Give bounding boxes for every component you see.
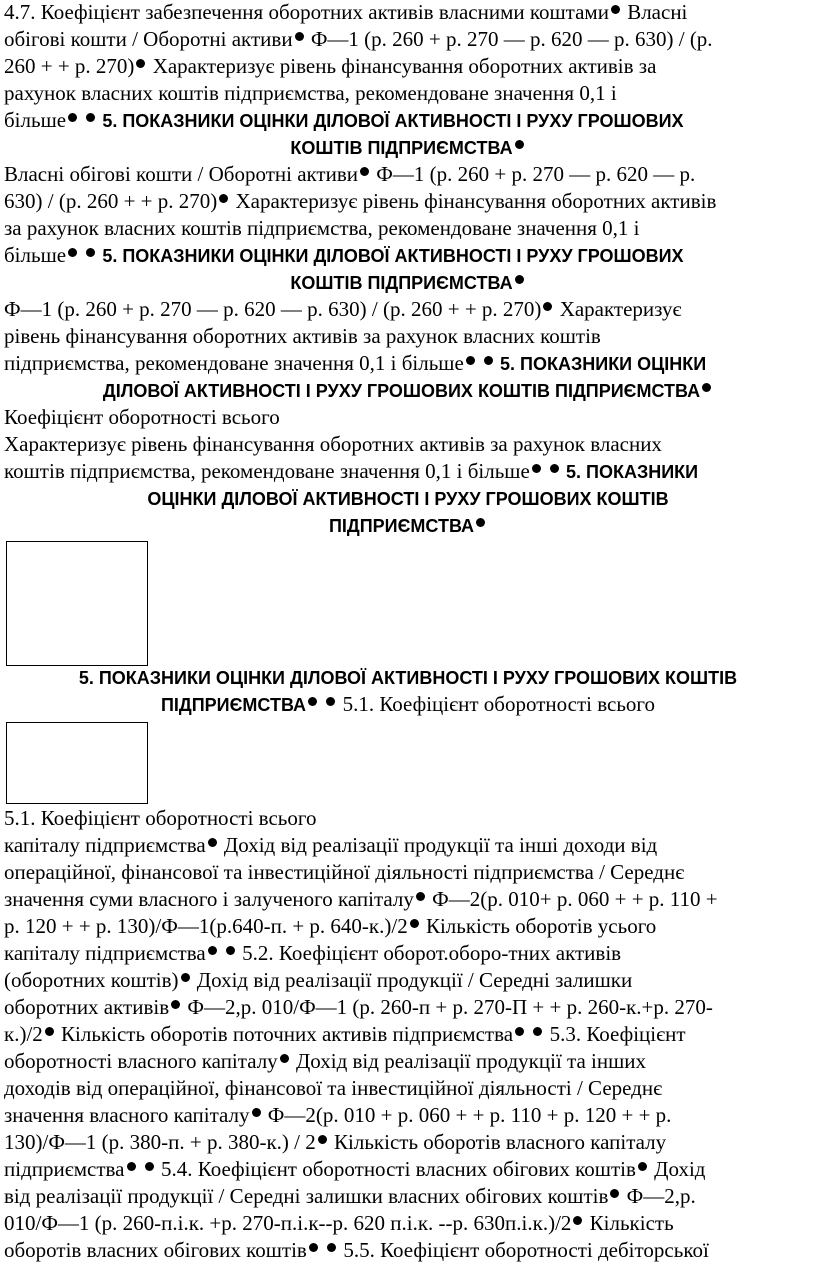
body-text: Ф—1 (р. 260 + р. 270 — р. 620 — р. 630) / (р. 260 + + р. 270)	[4, 297, 542, 321]
bullet-icon	[208, 946, 217, 955]
body-text: Власні обігові кошти / Оборотні активи	[4, 162, 359, 186]
bullet-icon	[476, 518, 485, 527]
body-text	[319, 692, 324, 716]
text-line	[4, 484, 812, 512]
body-text: Характеризує рівень фінансування оборотних активів	[230, 189, 717, 213]
body-text: оборотних активів	[4, 995, 170, 1019]
bullet-icon	[484, 356, 493, 365]
body-text: більше	[4, 243, 67, 267]
bullet-icon	[208, 838, 217, 847]
body-text: Дохід	[648, 1157, 706, 1181]
body-text: більше	[4, 108, 67, 132]
text-line	[4, 885, 812, 913]
body-text: Характеризує	[554, 297, 682, 321]
body-text: Власні	[621, 0, 688, 24]
text-line	[4, 1209, 812, 1237]
body-text: 5.5. Коефіцієнт оборотності дебіторської	[338, 1238, 709, 1262]
bullet-icon	[360, 167, 369, 176]
section-heading-text: 5. ПОКАЗНИКИ	[561, 462, 699, 482]
text-line	[4, 349, 812, 377]
bullet-icon	[638, 1162, 647, 1171]
body-text: Кількість оборотів власного капіталу	[328, 1130, 667, 1154]
text-line	[4, 1020, 812, 1048]
text-line	[4, 511, 812, 539]
text-line	[4, 1155, 812, 1183]
bullet-icon	[86, 248, 95, 257]
text-line	[4, 133, 812, 161]
body-text: Дохід від реалізації продукції та інші доходи від	[218, 833, 658, 857]
bullet-icon	[326, 697, 335, 706]
bullet-icon	[543, 302, 552, 311]
body-text: (оборотних коштів)	[4, 968, 179, 992]
bullet-icon	[219, 194, 228, 203]
bullet-icon	[318, 1135, 327, 1144]
text-line	[4, 187, 812, 215]
bullet-icon	[702, 383, 711, 392]
body-text	[477, 351, 482, 375]
bullet-icon	[611, 5, 620, 14]
section-heading-text: 5. ПОКАЗНИКИ ОЦІНКИ	[495, 354, 707, 374]
bullet-icon	[533, 1027, 542, 1036]
body-text: 260 + + р. 270)	[4, 54, 135, 78]
body-text: 5.1. Коефіцієнт оборотності всього	[4, 806, 317, 830]
text-line	[4, 1074, 812, 1102]
body-text: Коефіцієнт оборотності всього	[4, 405, 280, 429]
body-text: Дохід від реалізації продукції та інших	[290, 1049, 647, 1073]
bullet-icon	[610, 1189, 619, 1198]
section-heading-text: 5. ПОКАЗНИКИ ОЦІНКИ ДІЛОВОЇ АКТИВНОСТІ І РУХУ ГРОШОВИХ КОШТІВ	[78, 668, 738, 688]
body-text	[526, 1022, 531, 1046]
bullet-icon	[515, 1027, 524, 1036]
text-line	[4, 858, 812, 886]
bullet-icon	[532, 464, 541, 473]
body-text: Характеризує рівень фінансування оборотних активів за рахунок власних	[4, 432, 662, 456]
text-line	[4, 106, 812, 134]
body-text: 4.7. Коефіцієнт забезпечення оборотних активів власними коштами	[4, 0, 609, 24]
body-text: 5.2. Коефіцієнт оборот.оборо-тних активів	[236, 941, 622, 965]
bullet-icon	[295, 32, 304, 41]
section-heading-text: КОШТІВ ПІДПРИЄМСТВА	[290, 273, 513, 293]
body-text: Кількість оборотів усього	[420, 914, 657, 938]
text-line	[4, 160, 812, 188]
text-line	[4, 831, 812, 859]
body-text: Дохід від реалізації продукції / Середні залишки	[191, 968, 633, 992]
bullet-icon	[416, 892, 425, 901]
body-text: операційної, фінансової та інвестиційної діяльності підприємства / Середнє	[4, 860, 685, 884]
bullet-icon	[86, 113, 95, 122]
text-line	[4, 663, 812, 691]
body-text: к.)/2	[4, 1022, 43, 1046]
text-line	[4, 690, 812, 718]
bullet-icon	[68, 248, 77, 257]
body-text: Ф—2,р.	[621, 1184, 696, 1208]
section-heading-text: ОЦІНКИ ДІЛОВОЇ АКТИВНОСТІ І РУХУ ГРОШОВИХ КОШТІВ	[147, 489, 669, 509]
body-text: значення власного капіталу	[4, 1103, 250, 1127]
body-text	[79, 243, 84, 267]
bullet-icon	[252, 1108, 261, 1117]
image-placeholder-2	[6, 722, 148, 804]
bullet-icon	[136, 59, 145, 68]
bullet-icon	[327, 1243, 336, 1252]
text-line	[4, 1236, 812, 1264]
section-heading-text: ДІЛОВОЇ АКТИВНОСТІ І РУХУ ГРОШОВИХ КОШТІВ ПІДПРИЄМСТВА	[102, 381, 701, 401]
text-line	[4, 966, 812, 994]
body-text: 010/Ф—1 (р. 260-п.і.к. +р. 270-п.і.к--р. 620 п.і.к. --р. 630п.і.к.)/2	[4, 1211, 572, 1235]
text-line	[4, 912, 812, 940]
bullet-icon	[308, 697, 317, 706]
bullet-icon	[181, 973, 190, 982]
body-text: капіталу підприємства	[4, 941, 206, 965]
bullet-icon	[145, 1162, 154, 1171]
text-line	[4, 322, 812, 350]
body-text: оборотності власного капіталу	[4, 1049, 278, 1073]
body-text: оборотів власних обігових коштів	[4, 1238, 307, 1262]
bullet-icon	[171, 1000, 180, 1009]
section-heading-text: ПІДПРИЄМСТВА	[328, 516, 475, 536]
text-line	[4, 993, 812, 1021]
body-text: за рахунок власних коштів підприємства, рекомендоване значення 0,1 і	[4, 216, 640, 240]
body-text: підприємства	[4, 1157, 125, 1181]
body-text: 130)/Ф—1 (р. 380-п. + р. 380-к.) / 2	[4, 1130, 316, 1154]
body-text	[543, 459, 548, 483]
body-text: доходів від операційної, фінансової та інвестиційної діяльності / Середнє	[4, 1076, 663, 1100]
body-text: 5.1. Коефіцієнт оборотності всього	[337, 692, 656, 716]
body-text: обігові кошти / Оборотні активи	[4, 27, 293, 51]
body-text	[219, 941, 224, 965]
text-line	[4, 268, 812, 296]
text-line	[4, 1047, 812, 1075]
bullet-icon	[573, 1216, 582, 1225]
body-text: Ф—2(р. 010+ р. 060 + + р. 110 +	[426, 887, 718, 911]
text-line	[4, 376, 812, 404]
text-line	[4, 939, 812, 967]
text-line	[4, 214, 812, 242]
bullet-icon	[68, 113, 77, 122]
bullet-icon	[127, 1162, 136, 1171]
bullet-icon	[515, 275, 524, 284]
text-line	[4, 1182, 812, 1210]
body-text: Ф—2,р. 010/Ф—1 (р. 260-п + р. 270-П + + р. 260-к.+р. 270-	[182, 995, 713, 1019]
body-text	[138, 1157, 143, 1181]
body-text: коштів підприємства, рекомендоване значення 0,1 і більше	[4, 459, 530, 483]
body-text	[79, 108, 84, 132]
bullet-icon	[515, 140, 524, 149]
bullet-icon	[466, 356, 475, 365]
text-line	[4, 804, 812, 832]
bullet-icon	[45, 1027, 54, 1036]
text-line	[4, 403, 812, 431]
body-text: Кількість	[584, 1211, 674, 1235]
body-text: 5.4. Коефіцієнт оборотності власних обігових коштів	[155, 1157, 636, 1181]
text-line	[4, 457, 812, 485]
section-heading-text: КОШТІВ ПІДПРИЄМСТВА	[290, 138, 513, 158]
text-line	[4, 52, 812, 80]
bullet-icon	[280, 1054, 289, 1063]
section-heading-text: 5. ПОКАЗНИКИ ОЦІНКИ ДІЛОВОЇ АКТИВНОСТІ І РУХУ ГРОШОВИХ	[97, 111, 684, 131]
text-line	[4, 0, 812, 26]
section-heading-text: ПІДПРИЄМСТВА	[160, 695, 307, 715]
body-text: Ф—1 (р. 260 + р. 270 — р. 620 — р.	[371, 162, 696, 186]
image-placeholder-1	[6, 541, 148, 666]
text-line	[4, 25, 812, 53]
body-text: значення суми власного і залученого капіталу	[4, 887, 414, 911]
text-line	[4, 430, 812, 458]
text-line	[4, 79, 812, 107]
body-text: підприємства, рекомендоване значення 0,1 і більше	[4, 351, 464, 375]
body-text: 630) / (р. 260 + + р. 270)	[4, 189, 218, 213]
body-text: р. 120 + + р. 130)/Ф—1(р.640-п. + р. 640-к.)/2	[4, 914, 408, 938]
bullet-icon	[309, 1243, 318, 1252]
bullet-icon	[226, 946, 235, 955]
body-text: 5.3. Коефіцієнт	[544, 1022, 686, 1046]
text-line	[4, 1128, 812, 1156]
text-line	[4, 295, 812, 323]
body-text: Ф—1 (р. 260 + р. 270 — р. 620 — р. 630) / (р.	[305, 27, 713, 51]
body-text: рівень фінансування оборотних активів за рахунок власних коштів	[4, 324, 601, 348]
body-text: Ф—2(р. 010 + р. 060 + + р. 110 + р. 120 + + р.	[262, 1103, 672, 1127]
body-text: капіталу підприємства	[4, 833, 206, 857]
body-text: Кількість оборотів поточних активів підприємства	[55, 1022, 514, 1046]
body-text: рахунок власних коштів підприємства, рекомендоване значення 0,1 і	[4, 81, 617, 105]
body-text	[320, 1238, 325, 1262]
text-line	[4, 241, 812, 269]
section-heading-text: 5. ПОКАЗНИКИ ОЦІНКИ ДІЛОВОЇ АКТИВНОСТІ І РУХУ ГРОШОВИХ	[97, 246, 684, 266]
bullet-icon	[410, 919, 419, 928]
body-text: від реалізації продукції / Середні залишки власних обігових коштів	[4, 1184, 609, 1208]
body-text: Характеризує рівень фінансування оборотних активів за	[147, 54, 657, 78]
text-line	[4, 1101, 812, 1129]
bullet-icon	[550, 464, 559, 473]
